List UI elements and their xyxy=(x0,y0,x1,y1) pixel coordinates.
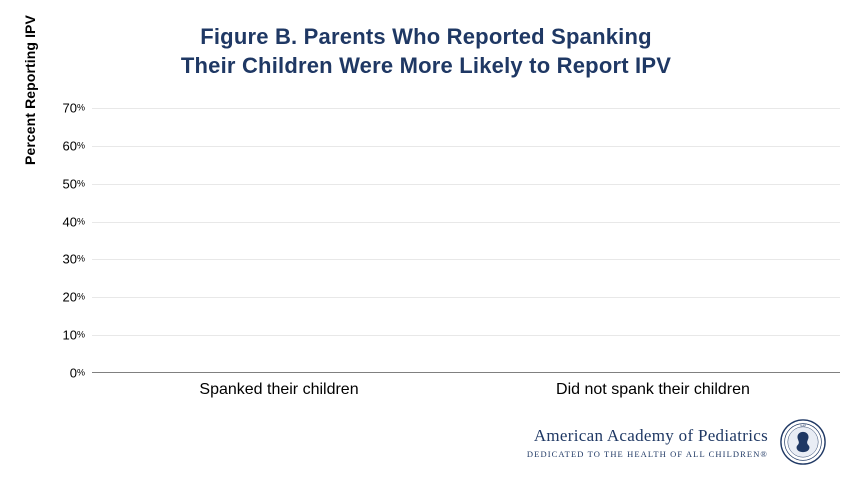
y-axis-tick-label: 40% xyxy=(62,214,85,230)
plot-area xyxy=(62,100,840,381)
gridline xyxy=(92,222,840,223)
y-axis-tick-label: 20% xyxy=(62,289,85,305)
x-axis-category-label: Did not spank their children xyxy=(556,381,750,398)
footer xyxy=(527,419,826,465)
page-title xyxy=(0,22,852,80)
y-axis-tick-label: 0% xyxy=(69,365,85,381)
aap-seal-icon xyxy=(780,419,826,465)
gridline xyxy=(92,184,840,185)
organization-tagline: DEDICATED TO THE HEALTH OF ALL CHILDREN® xyxy=(526,448,768,459)
organization-name: American Academy of Pediatrics xyxy=(533,425,768,445)
gridline xyxy=(92,146,840,147)
y-axis-tick-label: 70% xyxy=(62,100,85,116)
y-axis-tick-label: 30% xyxy=(62,251,85,267)
gridline xyxy=(92,297,840,298)
y-axis-tick-label: 10% xyxy=(62,327,85,343)
y-axis-tick-label: 50% xyxy=(62,176,85,192)
title-line-1: Figure B. Parents Who Reported Spanking xyxy=(200,24,652,49)
footer-text xyxy=(527,426,768,459)
x-axis-category-label: Spanked their children xyxy=(199,381,359,398)
y-axis-title: Percent Reporting IPV xyxy=(22,15,38,165)
title-line-2: Their Children Were More Likely to Report IPV xyxy=(180,53,672,78)
svg-text:AAP: AAP xyxy=(799,423,807,428)
x-axis-labels xyxy=(92,381,840,399)
gridline xyxy=(92,259,840,260)
x-axis-line xyxy=(92,372,840,373)
y-axis-tick-label: 60% xyxy=(62,138,85,154)
gridline xyxy=(92,335,840,336)
gridline xyxy=(92,108,840,109)
